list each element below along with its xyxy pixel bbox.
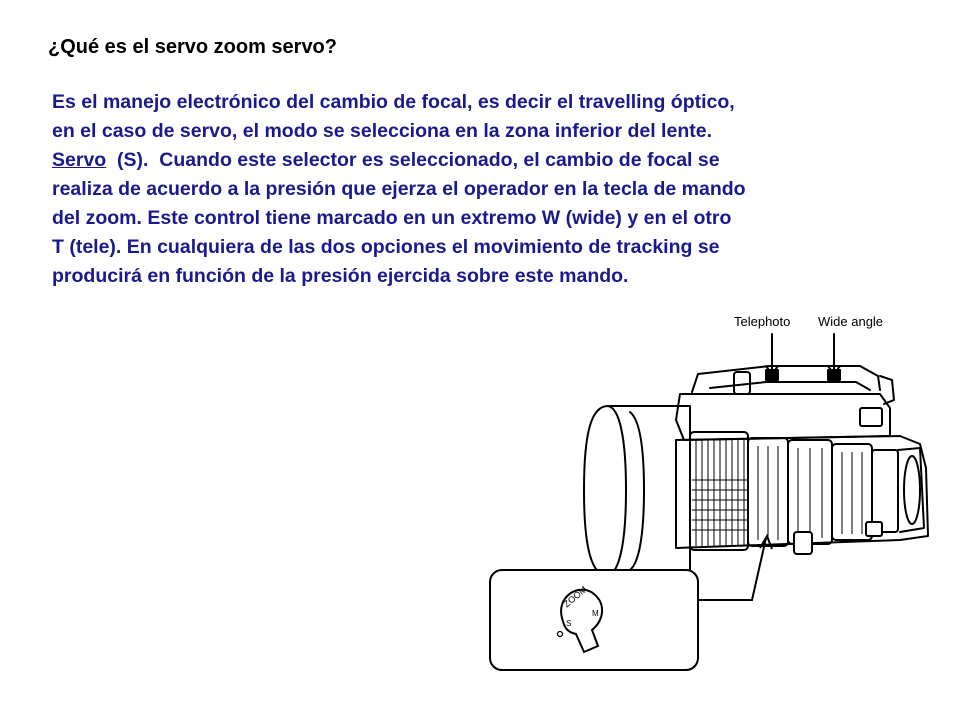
servo-term: Servo (52, 149, 107, 171)
slide-title: ¿Qué es el servo zoom servo? (48, 36, 337, 58)
body-line-7: producirá en función de la presión ejercida sobre este mando. (52, 265, 629, 287)
front-hood (584, 406, 690, 576)
wide-angle-label: Wide angle (818, 314, 884, 329)
upper-housing (676, 394, 890, 440)
body-line-3-rest: (S). Cuando este selector es seleccionado, el cambio de focal se (106, 149, 720, 171)
body-line-5: del zoom. Este control tiene marcado en un extremo W (wide) y en el otro (52, 207, 732, 229)
body-line-3 (52, 146, 932, 175)
zoom-dial-label: ZOOM (561, 584, 589, 610)
body-line-1: Es el manejo electrónico del cambio de focal, es decir el travelling óptico, (52, 91, 735, 113)
dial-m-mark: M (592, 609, 599, 618)
top-grip (692, 366, 880, 392)
body-paragraph (52, 88, 932, 291)
servo-zoom-lens-illustration (480, 300, 950, 700)
body-line-2: en el caso de servo, el modo se selecciona en la zona inferior del lente. (52, 120, 712, 142)
lens-drawing (480, 300, 950, 700)
focus-ring (690, 432, 748, 550)
telephoto-label: Telephoto (734, 314, 791, 329)
servo-selector-detail-box (490, 570, 698, 670)
body-line-4: realiza de acuerdo a la presión que ejerza el operador en la tecla de mando (52, 178, 746, 200)
knurling-texture (692, 440, 862, 546)
dial-s-mark: S (566, 619, 572, 628)
macro-knob (794, 532, 812, 554)
body-line-6: T (tele). En cualquiera de las dos opciones el movimiento de tracking se (52, 236, 720, 258)
